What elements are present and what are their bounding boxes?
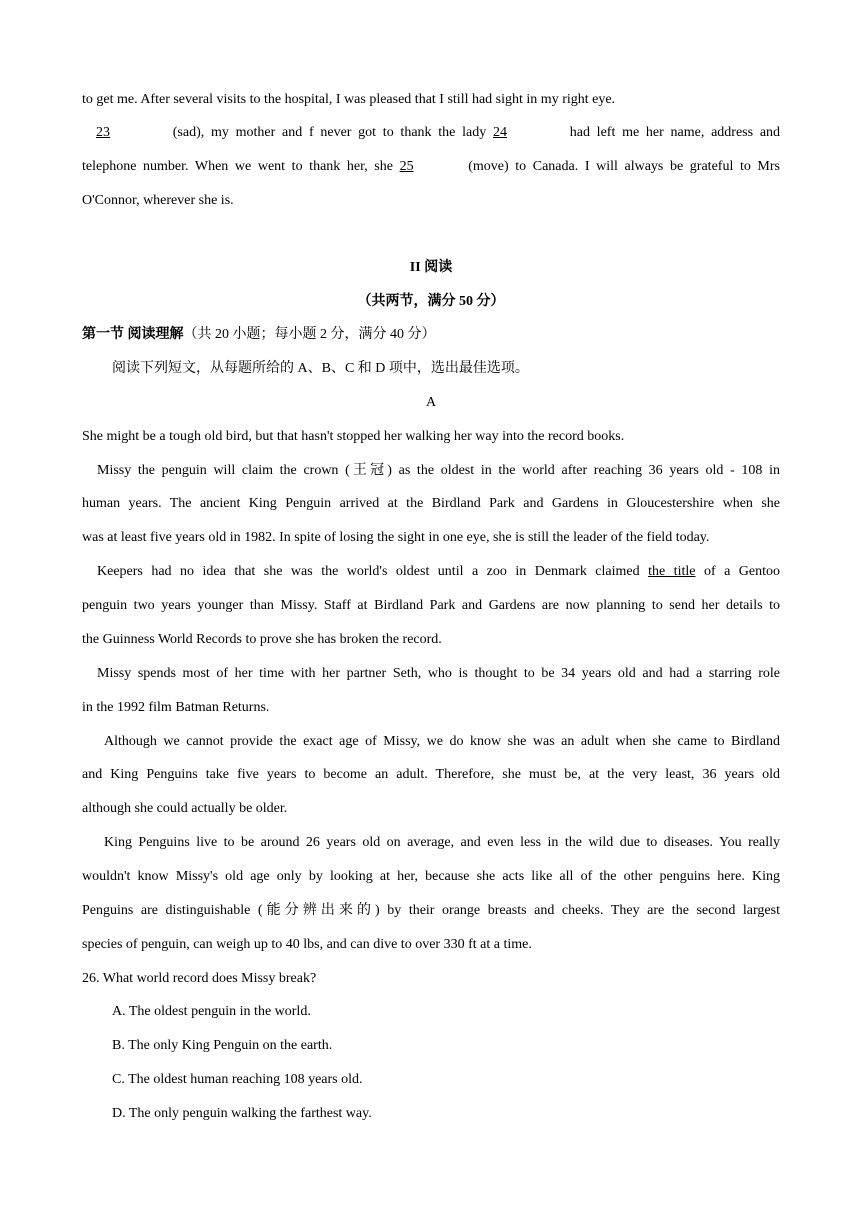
passage-p3-text-a: Keepers had no idea that she was the world's oldest until a zoo in Denmark claimed <box>97 564 640 579</box>
passage-p6-line-2: wouldn't know Missy's old age only by looking at her, because she acts like all of the other penguins here. King <box>82 869 780 884</box>
passage-p2-line-1: Missy the penguin will claim the crown (王冠) as the oldest in the world after reaching 36 years old - 108 in <box>97 463 780 478</box>
section-title: II 阅读 <box>409 260 453 275</box>
passage-p2-line-3: was at least five years old in 1982. In spite of losing the sight in one eye, she is still the leader of the field today. <box>82 530 710 545</box>
blank-25: 25 <box>399 159 414 174</box>
part-heading-bold: 第一节 阅读理解 <box>82 327 184 342</box>
passage-p5-line-2: and King Penguins take five years to become an adult. Therefore, she must be, at the very least, 36 years old <box>82 767 780 782</box>
cloze-line-2 <box>82 123 780 143</box>
part-heading <box>82 325 780 345</box>
cloze-line-2-text-b: had left me her name, address and <box>569 125 781 140</box>
cloze-line-3-text-a: telephone number. When we went to thank her, she <box>82 159 393 174</box>
question-26-option-a: A. The oldest penguin in the world. <box>112 1004 311 1019</box>
passage-p3-line-1 <box>97 562 780 582</box>
passage-p5-line-3: although she could actually be older. <box>82 801 288 816</box>
passage-p3-line-2: penguin two years younger than Missy. Staff at Birdland Park and Gardens are now planning to send her details to <box>82 598 780 613</box>
blank-23: 23 <box>96 125 110 140</box>
passage-p2-line-2: human years. The ancient King Penguin arrived at the Birdland Park and Gardens in Gloucestershire when she <box>82 496 780 511</box>
section-subtitle: （共两节，满分 50 分） <box>357 294 505 309</box>
passage-p4-line-2: in the 1992 film Batman Returns. <box>82 700 270 715</box>
passage-p3-text-b: of a Gentoo <box>703 564 780 579</box>
question-26-option-b: B. The only King Penguin on the earth. <box>112 1038 333 1053</box>
passage-p5-line-1: Although we cannot provide the exact age of Missy, we do know she was an adult when she came to Birdland <box>104 734 780 749</box>
question-26-option-d: D. The only penguin walking the farthest way. <box>112 1106 372 1121</box>
cloze-line-4: O'Connor, wherever she is. <box>82 193 234 208</box>
question-26-option-c: C. The oldest human reaching 108 years old. <box>112 1072 363 1087</box>
part-heading-rest: （共 20 小题；每小题 2 分，满分 40 分） <box>183 327 436 342</box>
cloze-line-1: to get me. After several visits to the hospital, I was pleased that I still had sight in my right eye. <box>82 92 616 107</box>
passage-p1: She might be a tough old bird, but that hasn't stopped her walking her way into the record books. <box>82 429 625 444</box>
blank-24: 24 <box>492 125 507 140</box>
cloze-line-3-text-b: (move) to Canada. I will always be grateful to Mrs <box>468 159 780 174</box>
instruction: 阅读下列短文，从每题所给的 A、B、C 和 D 项中，选出最佳选项。 <box>112 361 529 376</box>
passage-p4-line-1: Missy spends most of her time with her partner Seth, who is thought to be 34 years old and had a starring role <box>97 666 780 681</box>
underlined-phrase: the title <box>648 564 696 579</box>
question-26-stem: 26. What world record does Missy break? <box>82 971 317 986</box>
passage-p3-line-3: the Guinness World Records to prove she has broken the record. <box>82 632 442 647</box>
passage-p6-line-3: Penguins are distinguishable (能分辨出来的) by their orange breasts and cheeks. They are the second largest <box>82 903 780 918</box>
passage-p6-line-4: species of penguin, can weigh up to 40 lbs, and can dive to over 330 ft at a time. <box>82 937 532 952</box>
passage-letter: A <box>425 395 437 410</box>
cloze-line-3 <box>82 157 780 177</box>
passage-p6-line-1: King Penguins live to be around 26 years old on average, and even less in the wild due to diseases. You really <box>104 835 780 850</box>
cloze-line-2-text-a: (sad), my mother and f never got to thank the lady <box>172 125 487 140</box>
